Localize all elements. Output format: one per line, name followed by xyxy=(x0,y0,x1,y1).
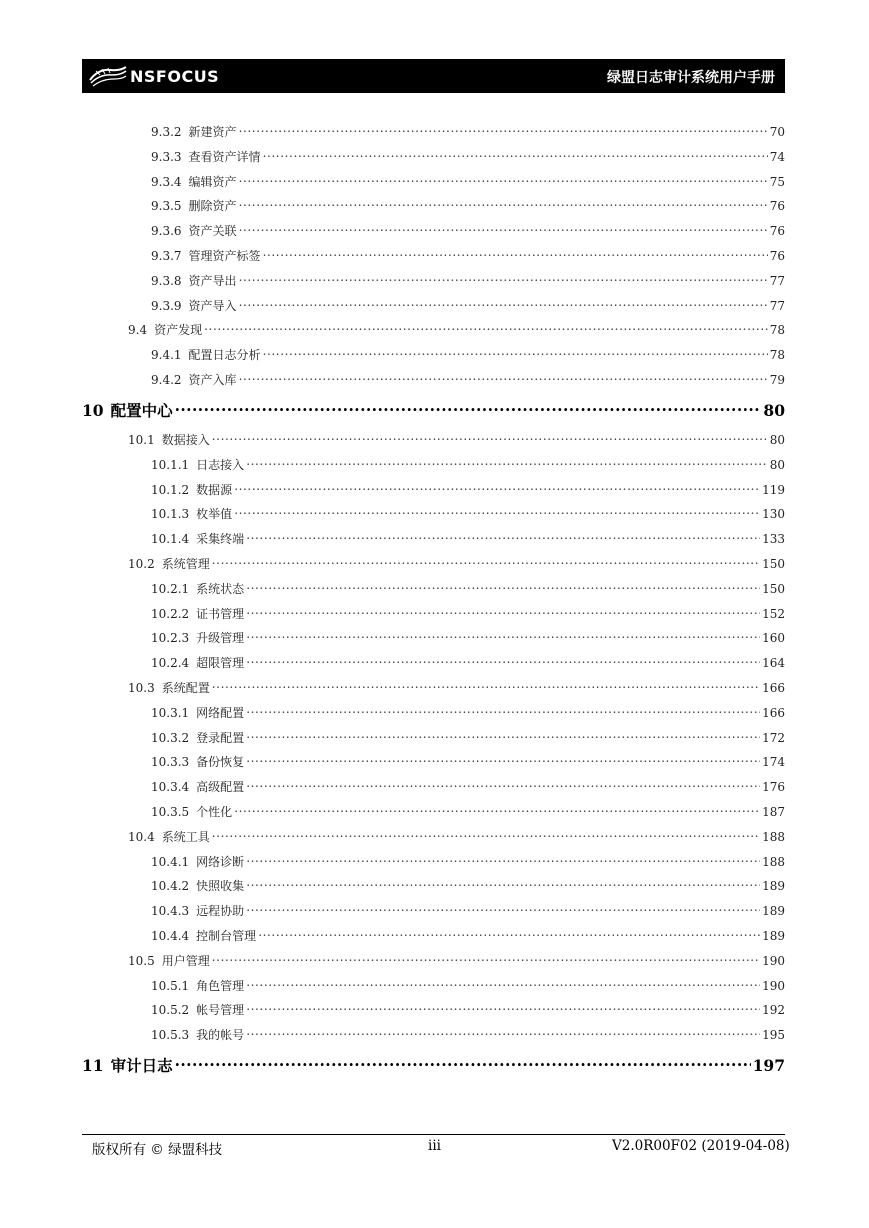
dot-leader xyxy=(204,318,768,334)
dot-leader xyxy=(212,676,760,692)
toc-number: 9.4 xyxy=(128,323,148,338)
toc-number: 9.3.4 xyxy=(151,174,182,189)
toc-page-number: 130 xyxy=(762,507,785,522)
toc-number: 10.5.1 xyxy=(151,978,190,993)
toc-number: 10.4.4 xyxy=(151,929,190,943)
toc-title: 日志接入 xyxy=(196,457,245,472)
toc-title: 升级管理 xyxy=(196,631,245,646)
toc-number: 10.3.4 xyxy=(151,780,190,795)
dot-leader xyxy=(212,825,760,841)
nsfocus-logo xyxy=(88,65,219,87)
toc-number: 9.3.5 xyxy=(151,199,182,214)
toc-page-number: 78 xyxy=(769,348,785,363)
toc-title: 编辑资产 xyxy=(188,174,237,189)
toc-entry[interactable] xyxy=(151,269,785,288)
footer-copyright: 版权所有 © 绿盟科技 xyxy=(92,1142,223,1158)
toc-title: 个性化 xyxy=(196,805,233,819)
toc-number: 10.5.2 xyxy=(151,1003,190,1018)
toc-title: 资产入库 xyxy=(188,373,237,387)
dot-leader xyxy=(175,396,762,416)
toc-title: 查看资产详情 xyxy=(188,149,261,164)
toc-title: 角色管理 xyxy=(196,978,245,993)
toc-entry[interactable] xyxy=(151,850,785,869)
toc-title: 证书管理 xyxy=(196,606,245,621)
toc-number: 10.4.1 xyxy=(151,854,190,869)
toc-entry[interactable] xyxy=(151,775,785,795)
toc-page-number: 119 xyxy=(762,482,785,497)
toc-page-number: 189 xyxy=(762,879,785,894)
dot-leader xyxy=(246,974,760,990)
dot-leader xyxy=(258,924,760,940)
toc-number: 10.4 xyxy=(128,829,155,844)
toc-number: 10 xyxy=(82,401,104,420)
toc-page-number: 187 xyxy=(762,805,785,819)
dot-leader xyxy=(246,750,760,766)
toc-title: 系统状态 xyxy=(196,581,245,596)
dot-leader xyxy=(246,1023,760,1039)
toc-entry[interactable] xyxy=(151,478,785,497)
toc-number: 9.3.8 xyxy=(151,273,182,288)
toc-page-number: 189 xyxy=(762,904,785,919)
toc-number: 10.2.2 xyxy=(151,606,190,621)
toc-number: 10.5.3 xyxy=(151,1028,190,1043)
toc-entry[interactable] xyxy=(151,651,785,671)
toc-entry[interactable] xyxy=(151,924,785,943)
toc-page-number: 188 xyxy=(762,854,785,869)
toc-number: 9.3.9 xyxy=(151,298,182,313)
dot-leader xyxy=(212,949,760,965)
dot-leader xyxy=(175,1051,751,1071)
toc-number: 9.4.1 xyxy=(151,348,182,363)
toc-number: 10.4.2 xyxy=(151,879,190,894)
toc-title: 超限管理 xyxy=(196,656,245,671)
toc-title: 配置中心 xyxy=(110,401,173,420)
toc-number: 10.2.1 xyxy=(151,581,190,596)
toc-title: 配置日志分析 xyxy=(188,348,261,363)
toc-title: 数据接入 xyxy=(161,433,210,447)
toc-title: 数据源 xyxy=(196,482,233,497)
toc-entry[interactable] xyxy=(151,120,785,139)
toc-entry[interactable] xyxy=(151,194,785,214)
toc-number: 10.1.3 xyxy=(151,507,190,522)
toc-page-number: 77 xyxy=(769,298,785,313)
toc-number: 10.3.1 xyxy=(151,705,190,720)
toc-entry[interactable] xyxy=(151,219,785,239)
dot-leader xyxy=(246,726,760,742)
toc-page-number: 190 xyxy=(762,953,785,968)
toc-entry[interactable] xyxy=(128,318,785,338)
toc-page-number: 77 xyxy=(769,273,785,288)
toc-entry[interactable] xyxy=(151,145,785,164)
toc-entry[interactable] xyxy=(151,750,785,770)
toc-number: 10.1 xyxy=(128,433,155,447)
toc-entry[interactable] xyxy=(128,825,785,844)
toc-chapter[interactable] xyxy=(82,1051,785,1076)
toc-page-number: 189 xyxy=(762,929,785,943)
toc-entry[interactable] xyxy=(151,998,785,1018)
toc-title: 远程协助 xyxy=(196,904,245,919)
toc-title: 登录配置 xyxy=(196,730,245,745)
dot-leader xyxy=(239,294,768,310)
dot-leader xyxy=(234,800,760,816)
toc-entry[interactable] xyxy=(151,294,785,313)
footer-divider xyxy=(82,1134,785,1135)
dot-leader xyxy=(263,343,768,359)
toc-page-number: 166 xyxy=(762,705,785,720)
toc-page-number: 76 xyxy=(769,249,785,263)
dot-leader xyxy=(246,998,760,1014)
toc-page-number: 197 xyxy=(752,1056,785,1076)
toc-page-number: 160 xyxy=(762,631,785,646)
toc-title: 资产发现 xyxy=(154,323,203,338)
dot-leader xyxy=(239,269,768,285)
globe-logo-icon xyxy=(88,65,128,87)
dot-leader xyxy=(234,478,760,494)
brand-name: NSFOCUS xyxy=(130,66,220,86)
toc-page-number: 75 xyxy=(769,174,785,189)
toc-title: 高级配置 xyxy=(196,780,245,795)
toc-entry[interactable] xyxy=(151,726,785,745)
toc-page-number: 78 xyxy=(769,323,785,338)
toc-page-number: 188 xyxy=(762,829,785,844)
toc-title: 删除资产 xyxy=(188,199,237,214)
dot-leader xyxy=(239,194,768,210)
toc-title: 枚举值 xyxy=(196,507,233,522)
toc-title: 系统工具 xyxy=(161,829,210,844)
toc-title: 帐号管理 xyxy=(196,1003,245,1018)
toc-entry[interactable] xyxy=(151,502,785,522)
footer-page-number: iii xyxy=(428,1138,441,1154)
toc-page-number: 133 xyxy=(762,532,785,547)
toc-title: 资产导入 xyxy=(188,298,237,313)
toc-page-number: 150 xyxy=(762,557,785,571)
dot-leader xyxy=(234,502,760,518)
toc-entry[interactable] xyxy=(128,676,785,695)
dot-leader xyxy=(212,428,768,444)
toc-page-number: 150 xyxy=(762,581,785,596)
toc-page-number: 80 xyxy=(763,401,785,420)
toc-number: 10.3.3 xyxy=(151,755,190,770)
dot-leader xyxy=(246,701,760,717)
toc-page-number: 176 xyxy=(762,780,785,795)
toc-number: 10.2.3 xyxy=(151,631,190,646)
toc-page-number: 164 xyxy=(762,656,785,671)
toc-page-number: 152 xyxy=(762,606,785,621)
toc-chapter[interactable] xyxy=(82,396,785,420)
toc-title: 备份恢复 xyxy=(196,755,245,770)
toc-title: 用户管理 xyxy=(161,953,210,968)
toc-entry[interactable] xyxy=(151,1023,785,1043)
toc-page-number: 70 xyxy=(769,125,785,139)
page-header xyxy=(82,59,785,93)
toc-number: 9.3.6 xyxy=(151,224,182,239)
toc-title: 系统配置 xyxy=(161,681,210,695)
toc-entry[interactable] xyxy=(151,701,785,720)
toc-page-number: 80 xyxy=(769,457,785,472)
toc-page-number: 174 xyxy=(762,755,785,770)
toc-number: 9.3.2 xyxy=(151,125,182,139)
toc-entry[interactable] xyxy=(151,577,785,596)
toc-title: 控制台管理 xyxy=(196,929,257,943)
dot-leader xyxy=(239,368,768,384)
toc-page-number: 195 xyxy=(762,1028,785,1043)
toc-entry[interactable] xyxy=(151,527,785,547)
toc-entry[interactable] xyxy=(151,170,785,189)
toc-page-number: 76 xyxy=(769,224,785,239)
toc-page-number: 190 xyxy=(762,978,785,993)
toc-title: 快照收集 xyxy=(196,879,245,894)
footer-version: V2.0R00F02 (2019-04-08) xyxy=(612,1138,790,1154)
toc-entry[interactable] xyxy=(151,800,785,819)
toc-entry[interactable] xyxy=(151,453,785,472)
toc-title: 网络诊断 xyxy=(196,854,245,869)
toc-page-number: 166 xyxy=(762,681,785,695)
toc-title: 我的帐号 xyxy=(196,1028,245,1043)
dot-leader xyxy=(263,145,768,161)
toc-entry[interactable] xyxy=(128,949,785,968)
toc-number: 10.1.4 xyxy=(151,532,190,547)
toc-page-number: 74 xyxy=(769,149,785,164)
toc-title: 网络配置 xyxy=(196,705,245,720)
manual-title: 绿盟日志审计系统用户手册 xyxy=(607,70,775,86)
toc-entry[interactable] xyxy=(151,244,785,263)
toc-number: 10.3 xyxy=(128,681,155,695)
toc-entry[interactable] xyxy=(128,428,785,447)
toc-title: 管理资产标签 xyxy=(188,249,261,263)
toc-number: 10.2.4 xyxy=(151,656,190,671)
toc-page-number: 172 xyxy=(762,730,785,745)
toc-title: 资产关联 xyxy=(188,224,237,239)
dot-leader xyxy=(246,874,760,890)
toc-title: 审计日志 xyxy=(110,1056,173,1076)
toc-page-number: 76 xyxy=(769,199,785,214)
toc-entry[interactable] xyxy=(151,974,785,993)
dot-leader xyxy=(239,120,768,136)
dot-leader xyxy=(246,775,760,791)
toc-number: 10.4.3 xyxy=(151,904,190,919)
toc-entry[interactable] xyxy=(151,626,785,646)
toc-number: 10.1.2 xyxy=(151,482,190,497)
toc-page-number: 192 xyxy=(762,1003,785,1018)
dot-leader xyxy=(246,527,760,543)
toc-entry[interactable] xyxy=(151,602,785,621)
toc-entry[interactable] xyxy=(151,874,785,894)
toc-entry[interactable] xyxy=(128,552,785,571)
toc-entry[interactable] xyxy=(151,899,785,919)
toc-number: 10.5 xyxy=(128,953,155,968)
toc-number: 9.3.7 xyxy=(151,249,182,263)
toc-title: 采集终端 xyxy=(196,532,245,547)
toc-title: 资产导出 xyxy=(188,273,237,288)
dot-leader xyxy=(239,170,768,186)
toc-number: 11 xyxy=(82,1056,104,1076)
dot-leader xyxy=(246,651,760,667)
toc-page-number: 80 xyxy=(769,433,785,447)
dot-leader xyxy=(246,850,760,866)
toc-number: 10.3.5 xyxy=(151,805,190,819)
dot-leader xyxy=(246,899,760,915)
toc-number: 10.3.2 xyxy=(151,730,190,745)
dot-leader xyxy=(212,552,760,568)
toc-number: 9.4.2 xyxy=(151,373,182,387)
dot-leader xyxy=(246,602,760,618)
dot-leader xyxy=(246,626,760,642)
toc-title: 系统管理 xyxy=(161,557,210,571)
dot-leader xyxy=(246,577,760,593)
toc-title: 新建资产 xyxy=(188,125,237,139)
dot-leader xyxy=(239,219,768,235)
toc-page-number: 79 xyxy=(769,373,785,387)
toc-number: 10.1.1 xyxy=(151,457,190,472)
toc-number: 9.3.3 xyxy=(151,149,182,164)
toc-number: 10.2 xyxy=(128,557,155,571)
toc-entry[interactable] xyxy=(151,368,785,387)
dot-leader xyxy=(263,244,768,260)
toc-entry[interactable] xyxy=(151,343,785,363)
dot-leader xyxy=(246,453,768,469)
